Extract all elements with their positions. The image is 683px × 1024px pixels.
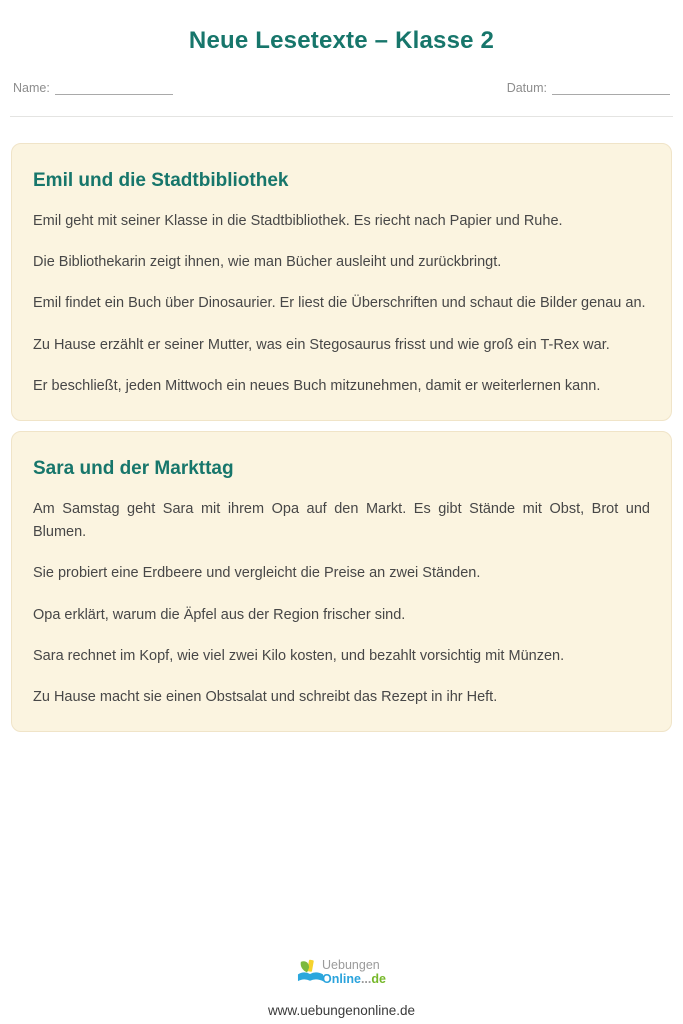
card-paragraph: Sara rechnet im Kopf, wie viel zwei Kilo kosten, und bezahlt vorsichtig mit Münzen. xyxy=(33,647,565,664)
logo-text-online-de: Online...de xyxy=(322,971,386,986)
logo-wordmark xyxy=(322,959,386,985)
name-label: Name: xyxy=(13,81,50,95)
card-paragraph: Opa erklärt, warum die Äpfel aus der Region frischer sind. xyxy=(33,606,406,623)
date-field xyxy=(507,81,670,95)
card-paragraph: Zu Hause macht sie einen Obstsalat und schreibt das Rezept in ihr Heft. xyxy=(33,688,498,705)
name-write-line xyxy=(55,82,173,95)
card-paragraph: Zu Hause erzählt er seiner Mutter, was ein Stegosaurus frisst und wie groß ein T-Rex war. xyxy=(33,336,610,353)
card-paragraph: Sie probiert eine Erdbeere und vergleicht die Preise an zwei Ständen. xyxy=(33,565,481,582)
card-paragraph: Am Samstag geht Sara mit ihrem Opa auf den Markt. Es gibt Stände mit Obst, Brot und Blumen. xyxy=(33,500,650,541)
reading-card-sara xyxy=(11,431,672,732)
reading-card-emil xyxy=(11,143,672,421)
card-paragraph: Er beschließt, jeden Mittwoch ein neues Buch mitzunehmen, damit er weiterlernen kann. xyxy=(33,377,601,394)
card-paragraph: Emil geht mit seiner Klasse in die Stadtbibliothek. Es riecht nach Papier und Ruhe. xyxy=(33,213,563,229)
card-paragraph: Die Bibliothekarin zeigt ihnen, wie man Bücher ausleiht und zurückbringt. xyxy=(33,254,502,271)
name-field xyxy=(13,81,173,95)
logo-text-uebungen: Uebungen xyxy=(322,958,380,973)
open-book-icon xyxy=(297,959,324,986)
card-heading: Emil und die Stadtbibliothek xyxy=(33,170,289,191)
name-date-row xyxy=(0,81,683,95)
website-url-link[interactable]: www.uebungenonline.de xyxy=(267,1003,416,1018)
date-write-line xyxy=(552,82,670,95)
uebungen-online-logo xyxy=(297,959,386,986)
footer xyxy=(0,959,683,1018)
card-heading: Sara und der Markttag xyxy=(33,457,234,479)
card-paragraph: Emil findet ein Buch über Dinosaurier. Er liest die Überschriften und schaut die Bilder genau an. xyxy=(33,295,646,312)
date-label: Datum: xyxy=(506,81,547,95)
page-title: Neue Lesetexte – Klasse 2 xyxy=(188,27,495,54)
header-divider xyxy=(10,116,673,117)
